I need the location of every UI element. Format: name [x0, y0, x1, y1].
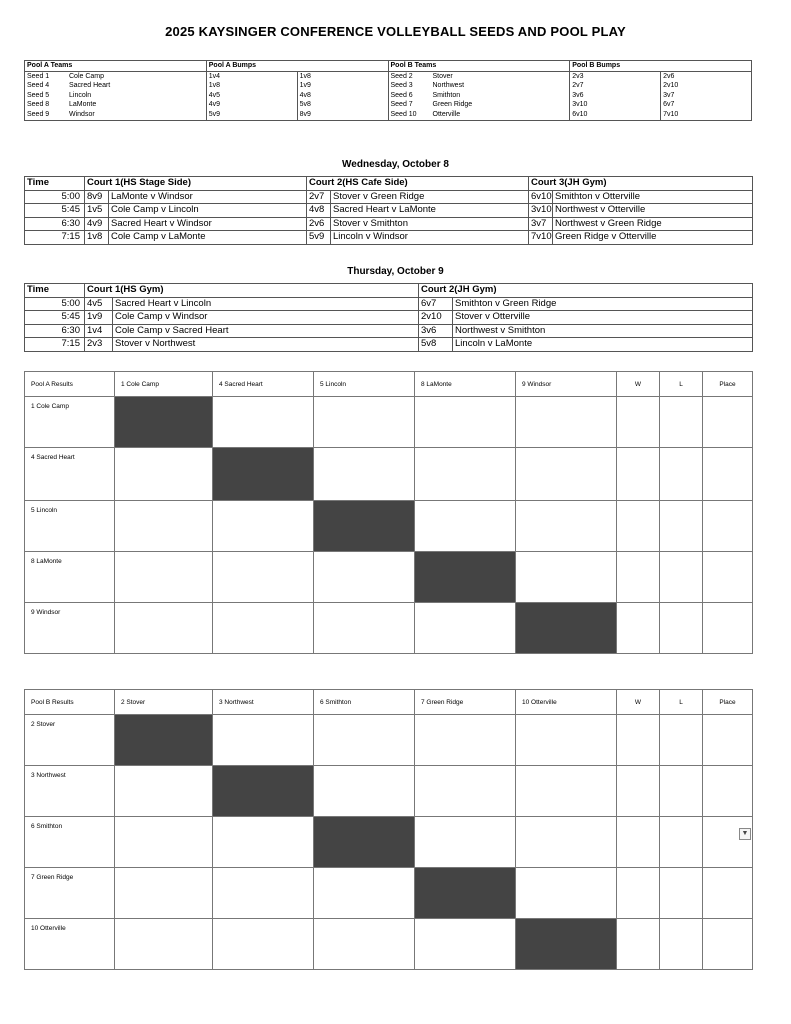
- result-cell[interactable]: [415, 397, 516, 448]
- column-header: 9 Windsor: [516, 372, 617, 397]
- bump: 4v8: [297, 91, 388, 101]
- place-cell[interactable]: [703, 766, 753, 817]
- result-cell[interactable]: [213, 919, 314, 970]
- bump: 5v9: [206, 110, 297, 120]
- wednesday-title: Wednesday, October 8: [342, 159, 449, 170]
- team-name: Green Ridge: [432, 101, 473, 109]
- place-cell[interactable]: [703, 919, 753, 970]
- teams-row: [25, 81, 752, 91]
- result-cell[interactable]: [115, 448, 213, 501]
- blocked-cell: [314, 501, 415, 552]
- row-header: 8 LaMonte: [25, 552, 115, 603]
- matchup: Lincoln v LaMonte: [453, 338, 753, 352]
- place-cell[interactable]: [703, 817, 753, 868]
- results-corner: Pool A Results: [25, 372, 115, 397]
- losses-cell[interactable]: [660, 603, 703, 654]
- results-row: [25, 817, 753, 868]
- bump-code: 2v3: [85, 338, 113, 352]
- bump-code: 7v10: [529, 231, 553, 245]
- bump-code: 2v7: [307, 190, 331, 204]
- bump-code: 1v9: [85, 311, 113, 325]
- result-cell[interactable]: [213, 552, 314, 603]
- result-cell[interactable]: [516, 868, 617, 919]
- matchup: Northwest v Smithton: [453, 324, 753, 338]
- losses-cell[interactable]: [660, 919, 703, 970]
- results-row: [25, 448, 753, 501]
- matchup: Sacred Heart v LaMonte: [331, 204, 529, 218]
- schedule-row: [25, 338, 753, 352]
- losses-cell[interactable]: [660, 868, 703, 919]
- blocked-cell: [415, 552, 516, 603]
- result-cell[interactable]: [516, 766, 617, 817]
- result-cell[interactable]: [213, 501, 314, 552]
- bump: 4v5: [206, 91, 297, 101]
- seed-label: Seed 1: [27, 72, 50, 80]
- team-name: Stover: [432, 72, 453, 80]
- thursday-title: Thursday, October 9: [347, 266, 444, 277]
- bump: 1v8: [297, 71, 388, 81]
- bump: 1v9: [297, 81, 388, 91]
- matchup: Cole Camp v Windsor: [113, 311, 419, 325]
- matchup: Lincoln v Windsor: [331, 231, 529, 245]
- match-time: 5:00: [25, 190, 85, 204]
- column-header: 5 Lincoln: [314, 372, 415, 397]
- result-cell[interactable]: [115, 868, 213, 919]
- seed-label: Seed 3: [390, 82, 413, 90]
- row-header: 7 Green Ridge: [25, 868, 115, 919]
- chevron-down-icon[interactable]: ▼: [739, 828, 751, 840]
- court-3-header: Court 3(JH Gym): [529, 177, 753, 191]
- teams-row: [25, 110, 752, 120]
- results-row: [25, 552, 753, 603]
- team-name: Cole Camp: [69, 72, 105, 80]
- bump-code: 4v8: [307, 204, 331, 218]
- team-name: Northwest: [432, 82, 465, 90]
- bump: 7v10: [661, 110, 752, 120]
- result-cell[interactable]: [314, 397, 415, 448]
- results-row: [25, 501, 753, 552]
- wednesday-schedule: [24, 176, 753, 245]
- schedule-row: [25, 204, 753, 218]
- matchup: Northwest v Green Ridge: [553, 217, 753, 231]
- time-header: Time: [25, 284, 85, 298]
- place-header: Place: [703, 690, 753, 715]
- seed-label: Seed 8: [27, 101, 50, 109]
- bump: 3v10: [570, 100, 661, 110]
- bump: 2v3: [570, 71, 661, 81]
- losses-cell[interactable]: [660, 501, 703, 552]
- bump-code: 2v6: [307, 217, 331, 231]
- losses-cell[interactable]: [660, 766, 703, 817]
- result-cell[interactable]: [115, 552, 213, 603]
- place-header: Place: [703, 372, 753, 397]
- result-cell[interactable]: [415, 501, 516, 552]
- schedule-row: [25, 190, 753, 204]
- result-cell[interactable]: [516, 552, 617, 603]
- blocked-cell: [115, 397, 213, 448]
- result-cell[interactable]: [314, 919, 415, 970]
- result-cell[interactable]: [516, 501, 617, 552]
- matchup: LaMonte v Windsor: [109, 190, 307, 204]
- bump-code: 8v9: [85, 190, 109, 204]
- row-header: 2 Stover: [25, 715, 115, 766]
- wins-cell[interactable]: [617, 397, 660, 448]
- result-cell[interactable]: [213, 715, 314, 766]
- pool-a-teams-header: Pool A Teams: [25, 61, 207, 72]
- row-header: 4 Sacred Heart: [25, 448, 115, 501]
- seed-label: Seed 10: [390, 110, 417, 118]
- schedule-row: [25, 231, 753, 245]
- blocked-cell: [516, 603, 617, 654]
- seed-label: Seed 9: [27, 110, 50, 118]
- bump-code: 1v4: [85, 324, 113, 338]
- team-name: Otterville: [432, 110, 461, 118]
- results-row: [25, 766, 753, 817]
- bump: 1v8: [206, 81, 297, 91]
- column-header: 4 Sacred Heart: [213, 372, 314, 397]
- matchup: Northwest v Otterville: [553, 204, 753, 218]
- column-header: 6 Smithton: [314, 690, 415, 715]
- bump-code: 3v10: [529, 204, 553, 218]
- result-cell[interactable]: [213, 603, 314, 654]
- bump: 3v6: [570, 91, 661, 101]
- result-cell[interactable]: [314, 448, 415, 501]
- result-cell[interactable]: [415, 817, 516, 868]
- pool-b-results-grid: [24, 689, 753, 970]
- bump-code: 2v10: [419, 311, 453, 325]
- court-2-header: Court 2(HS Cafe Side): [307, 177, 529, 191]
- wins-cell[interactable]: [617, 448, 660, 501]
- place-cell[interactable]: [703, 715, 753, 766]
- wins-cell[interactable]: [617, 868, 660, 919]
- place-cell[interactable]: [703, 868, 753, 919]
- row-header: 6 Smithton: [25, 817, 115, 868]
- bump-code: 6v10: [529, 190, 553, 204]
- bump-code: 4v5: [85, 297, 113, 311]
- page-title: 2025 KAYSINGER CONFERENCE VOLLEYBALL SEEDS AND POOL PLAY: [165, 24, 626, 39]
- seed-label: Seed 2: [390, 72, 413, 80]
- result-cell[interactable]: [115, 501, 213, 552]
- result-cell[interactable]: [314, 552, 415, 603]
- result-cell[interactable]: [115, 603, 213, 654]
- place-cell[interactable]: [703, 603, 753, 654]
- results-row: [25, 919, 753, 970]
- result-cell[interactable]: [516, 715, 617, 766]
- place-cell[interactable]: [703, 552, 753, 603]
- losses-cell[interactable]: [660, 448, 703, 501]
- bump-code: 1v5: [85, 204, 109, 218]
- bump: 2v10: [661, 81, 752, 91]
- thursday-schedule: [24, 283, 753, 352]
- time-header: Time: [25, 177, 85, 191]
- result-cell[interactable]: [415, 919, 516, 970]
- schedule-row: [25, 217, 753, 231]
- result-cell[interactable]: [415, 448, 516, 501]
- pool-a-bumps-header: Pool A Bumps: [206, 61, 388, 72]
- result-cell[interactable]: [415, 715, 516, 766]
- court-2-header: Court 2(JH Gym): [419, 284, 753, 298]
- result-cell[interactable]: [213, 397, 314, 448]
- wins-header: W: [617, 372, 660, 397]
- result-cell[interactable]: [314, 868, 415, 919]
- losses-header: L: [660, 372, 703, 397]
- row-header: 9 Windsor: [25, 603, 115, 654]
- column-header: 1 Cole Camp: [115, 372, 213, 397]
- wins-cell[interactable]: [617, 603, 660, 654]
- blocked-cell: [314, 817, 415, 868]
- blocked-cell: [415, 868, 516, 919]
- match-time: 6:30: [25, 324, 85, 338]
- row-header: 5 Lincoln: [25, 501, 115, 552]
- result-cell[interactable]: [213, 868, 314, 919]
- result-cell[interactable]: [314, 715, 415, 766]
- column-header: 7 Green Ridge: [415, 690, 516, 715]
- team-name: LaMonte: [69, 101, 97, 109]
- bump: 3v7: [661, 91, 752, 101]
- matchup: Cole Camp v Lincoln: [109, 204, 307, 218]
- matchup: Cole Camp v LaMonte: [109, 231, 307, 245]
- seed-label: Seed 5: [27, 91, 50, 99]
- result-cell[interactable]: [115, 919, 213, 970]
- bump: 8v9: [297, 110, 388, 120]
- matchup: Stover v Otterville: [453, 311, 753, 325]
- result-cell[interactable]: [115, 766, 213, 817]
- team-name: Sacred Heart: [69, 82, 111, 90]
- schedule-row: [25, 311, 753, 325]
- bump: 1v4: [206, 71, 297, 81]
- result-cell[interactable]: [516, 397, 617, 448]
- result-cell[interactable]: [415, 603, 516, 654]
- wins-cell[interactable]: [617, 501, 660, 552]
- matchup: Cole Camp v Sacred Heart: [113, 324, 419, 338]
- wins-cell[interactable]: [617, 766, 660, 817]
- matchup: Sacred Heart v Windsor: [109, 217, 307, 231]
- blocked-cell: [213, 448, 314, 501]
- match-time: 7:15: [25, 231, 85, 245]
- match-time: 6:30: [25, 217, 85, 231]
- bump: 6v7: [661, 100, 752, 110]
- column-header: 2 Stover: [115, 690, 213, 715]
- match-time: 5:45: [25, 311, 85, 325]
- blocked-cell: [213, 766, 314, 817]
- teams-row: [25, 71, 752, 81]
- pool-b-bumps-header: Pool B Bumps: [570, 61, 752, 72]
- schedule-row: [25, 324, 753, 338]
- blocked-cell: [115, 715, 213, 766]
- losses-header: L: [660, 690, 703, 715]
- court-1-header: Court 1(HS Stage Side): [85, 177, 307, 191]
- column-header: 8 LaMonte: [415, 372, 516, 397]
- wins-header: W: [617, 690, 660, 715]
- result-cell[interactable]: [314, 603, 415, 654]
- bump-code: 1v8: [85, 231, 109, 245]
- result-cell[interactable]: [314, 766, 415, 817]
- bump-code: 6v7: [419, 297, 453, 311]
- matchup: Stover v Northwest: [113, 338, 419, 352]
- teams-bumps-table: [24, 60, 752, 121]
- wins-cell[interactable]: [617, 919, 660, 970]
- seed-label: Seed 4: [27, 82, 50, 90]
- result-cell[interactable]: [516, 817, 617, 868]
- match-time: 5:00: [25, 297, 85, 311]
- bump: 5v8: [297, 100, 388, 110]
- result-cell[interactable]: [415, 766, 516, 817]
- match-time: 7:15: [25, 338, 85, 352]
- bump-code: 5v9: [307, 231, 331, 245]
- matchup: Smithton v Green Ridge: [453, 297, 753, 311]
- blocked-cell: [516, 919, 617, 970]
- bump: 2v7: [570, 81, 661, 91]
- seed-label: Seed 7: [390, 101, 413, 109]
- matchup: Stover v Smithton: [331, 217, 529, 231]
- column-header: 3 Northwest: [213, 690, 314, 715]
- team-name: Windsor: [69, 110, 95, 118]
- results-row: [25, 397, 753, 448]
- bump: 2v6: [661, 71, 752, 81]
- wins-cell[interactable]: [617, 552, 660, 603]
- teams-row: [25, 100, 752, 110]
- row-header: 1 Cole Camp: [25, 397, 115, 448]
- results-corner: Pool B Results: [25, 690, 115, 715]
- seed-label: Seed 6: [390, 91, 413, 99]
- matchup: Sacred Heart v Lincoln: [113, 297, 419, 311]
- row-header: 3 Northwest: [25, 766, 115, 817]
- bump: 4v9: [206, 100, 297, 110]
- bump-code: 5v8: [419, 338, 453, 352]
- result-cell[interactable]: [516, 448, 617, 501]
- bump: 6v10: [570, 110, 661, 120]
- matchup: Smithton v Otterville: [553, 190, 753, 204]
- place-cell[interactable]: [703, 448, 753, 501]
- matchup: Stover v Green Ridge: [331, 190, 529, 204]
- match-time: 5:45: [25, 204, 85, 218]
- losses-cell[interactable]: [660, 552, 703, 603]
- losses-cell[interactable]: [660, 817, 703, 868]
- team-name: Lincoln: [69, 91, 92, 99]
- losses-cell[interactable]: [660, 397, 703, 448]
- team-name: Smithton: [432, 91, 461, 99]
- bump-code: 3v7: [529, 217, 553, 231]
- result-cell[interactable]: [213, 817, 314, 868]
- column-header: 10 Otterville: [516, 690, 617, 715]
- pool-a-results-grid: [24, 371, 753, 654]
- results-row: [25, 868, 753, 919]
- place-cell[interactable]: [703, 501, 753, 552]
- result-cell[interactable]: [115, 817, 213, 868]
- teams-row: [25, 91, 752, 101]
- wins-cell[interactable]: [617, 817, 660, 868]
- pool-b-teams-header: Pool B Teams: [388, 61, 570, 72]
- bump-code: 3v6: [419, 324, 453, 338]
- place-cell[interactable]: [703, 397, 753, 448]
- court-1-header: Court 1(HS Gym): [85, 284, 419, 298]
- results-row: [25, 715, 753, 766]
- wins-cell[interactable]: [617, 715, 660, 766]
- bump-code: 4v9: [85, 217, 109, 231]
- losses-cell[interactable]: [660, 715, 703, 766]
- results-row: [25, 603, 753, 654]
- row-header: 10 Otterville: [25, 919, 115, 970]
- schedule-row: [25, 297, 753, 311]
- matchup: Green Ridge v Otterville: [553, 231, 753, 245]
